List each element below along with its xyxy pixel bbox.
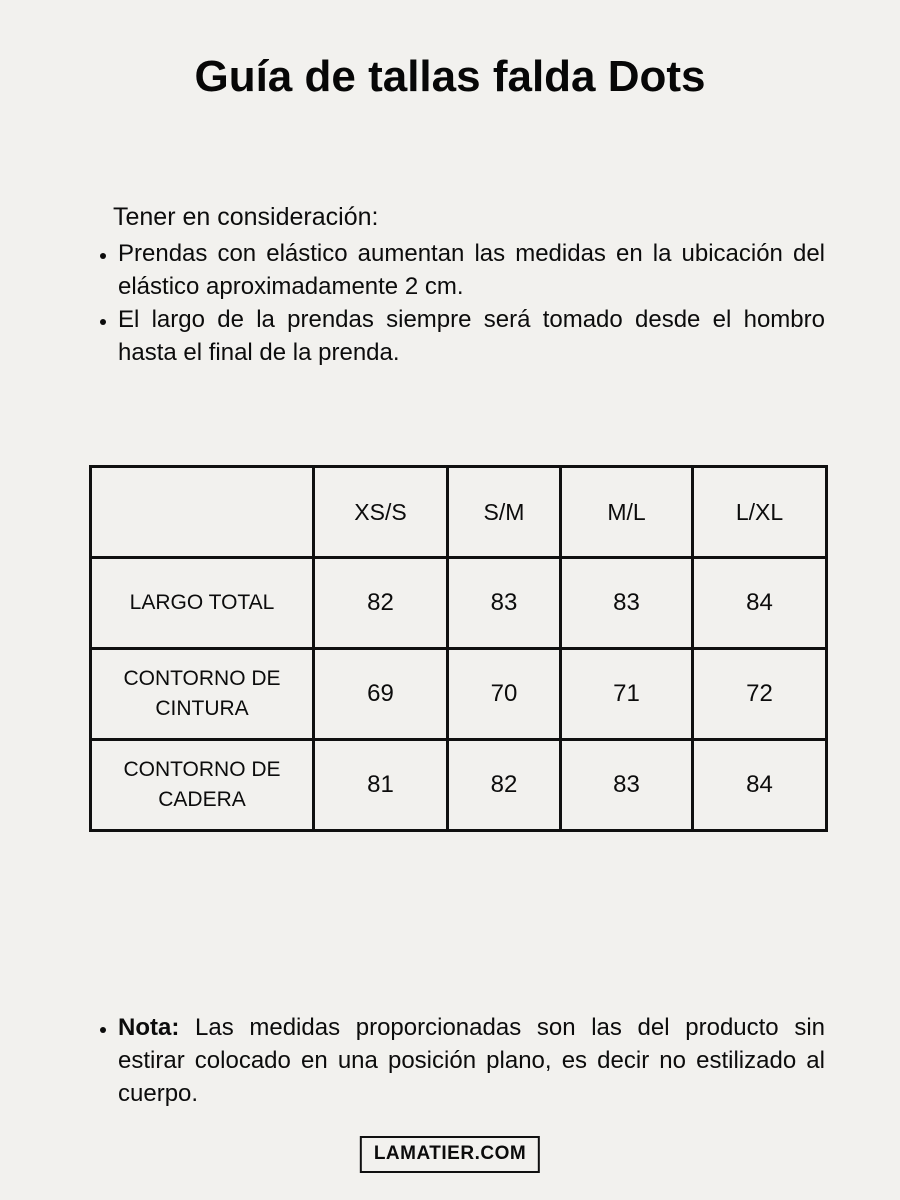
consideration-text: El largo de la prendas siempre será tomado desde el hombro hasta el final de la prenda.	[118, 306, 825, 366]
table-row-largo-total	[91, 558, 827, 649]
size-table-header-m-l: M/L	[561, 467, 693, 558]
page-title: Guía de tallas falda Dots	[194, 52, 706, 101]
table-cell: 69	[314, 649, 448, 740]
table-cell: 81	[314, 740, 448, 831]
table-cell: 83	[561, 740, 693, 831]
table-cell: 84	[693, 740, 827, 831]
table-cell: 72	[693, 649, 827, 740]
table-cell: 71	[561, 649, 693, 740]
list-item	[118, 237, 825, 303]
note-label: Nota:	[118, 1014, 180, 1041]
size-table-header-s-m: S/M	[448, 467, 561, 558]
list-item	[118, 303, 825, 369]
note-section	[91, 1011, 825, 1110]
table-row-contorno-cadera	[91, 740, 827, 831]
size-table-header-xs-s: XS/S	[314, 467, 448, 558]
table-cell: 82	[314, 558, 448, 649]
note-text: Las medidas proporcionadas son las del producto sin estirar colocado en una posición plano, es decir no estilizado al cuerpo.	[118, 1014, 825, 1107]
table-cell: 83	[561, 558, 693, 649]
considerations-heading: Tener en consideración:	[113, 203, 379, 231]
row-label: LARGO TOTAL	[91, 558, 314, 649]
size-table-corner-cell	[91, 467, 314, 558]
table-cell: 82	[448, 740, 561, 831]
size-table-header-l-xl: L/XL	[693, 467, 827, 558]
row-label: CONTORNO DE CINTURA	[91, 649, 314, 740]
table-row-contorno-cintura	[91, 649, 827, 740]
size-table-header-row	[91, 467, 827, 558]
considerations-list	[91, 237, 825, 369]
table-cell: 70	[448, 649, 561, 740]
table-cell: 84	[693, 558, 827, 649]
footer-brand-badge: LAMATIER.COM	[360, 1136, 540, 1173]
row-label: CONTORNO DE CADERA	[91, 740, 314, 831]
consideration-text: Prendas con elástico aumentan las medidas en la ubicación del elástico aproximadamente 2 cm.	[118, 240, 825, 300]
size-table	[89, 465, 828, 832]
table-cell: 83	[448, 558, 561, 649]
note-item	[118, 1011, 825, 1110]
